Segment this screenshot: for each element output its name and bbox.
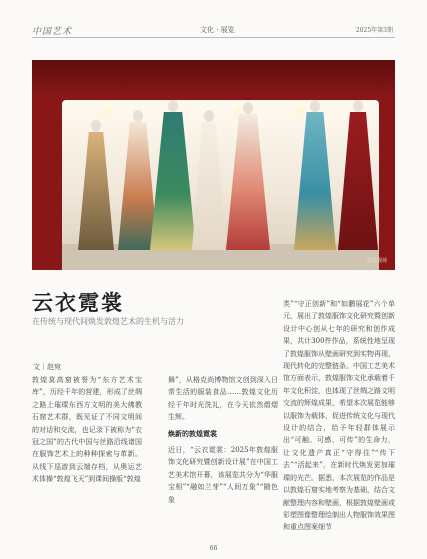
article-subtitle: 在传统与现代间焕发敦煌艺术的生机与活力	[32, 317, 184, 326]
article-title: 云衣霓裳	[32, 290, 124, 315]
mannequin-costume	[294, 100, 336, 250]
mannequin-costume	[192, 110, 226, 250]
mannequin-costume	[150, 100, 196, 250]
mannequin-costume	[226, 102, 270, 250]
exhibition-photo	[32, 60, 395, 270]
section-heading: 焕新的敦煌霓裳	[168, 428, 217, 438]
paragraph: 舞”，从格克尚博物馆文创到深入日常生活的服装食品……敦煌文化历经千年时光洗礼，在今天依然熠熠生辉。	[168, 376, 278, 422]
header-logo: 中国艺术	[32, 27, 73, 37]
body-column-1	[32, 374, 142, 544]
body-column-2	[168, 374, 278, 544]
photo-ceiling	[32, 60, 395, 98]
paragraph: 近日，“云衣霓裳：2025年敦煌服饰文化研究暨创新设计展”在中国工艺美术馆开幕，该展览共分为“华服宝相”“融如兰芽”“人间万象”“随色象	[168, 446, 278, 504]
article-byline: 文｜赵宛	[33, 363, 61, 371]
photo-caption: 展览现场	[366, 258, 387, 264]
mannequin-costume	[338, 100, 378, 250]
body-column-3	[283, 298, 395, 550]
page-number: 66	[209, 545, 218, 552]
paragraph: 类”“守正创新”和“如鹏展花”六个单元，展出了敦煌服饰文化研究暨创新设计中心创从七年的研究和创作成果，共计300件作品，系统性地呈现了敦煌服饰从壁画研究到实物再现、现代转化的完整链条。中国工艺美术馆方面表示，敦煌服饰文化承载着千年文化积淀，也体现了丝绸之路文明交流的辉煌成果，希望本次展览能够以服饰为载体，促进传统文化与现代设计的结合，给予年轻群体展示出“可触、可感、可传”的生命力，让文化遗产真正“守得住”“传下去”“活起来”，在新时代焕发更加璀璨的光芒。据悉，本次展览的作品是以敦煌石窟实地考察为基础，结合文献整理内容和壁画，根据敦煌壁画或彩塑图像整理绘制出人物服饰效果图和重点图案细节	[283, 300, 395, 532]
spotlight	[104, 108, 110, 114]
header-issue: 2025年第3期	[355, 27, 393, 34]
paragraph: 敦煌莫高窟被誉为“东方艺术宝库”，历经千年的营建，形成了丝绸之路上璀璨东西方文明的美大佛教石窟艺术群，既见证了不同文明间的对话和交流，也记录下被称为“衣冠之国”的古代中国与丝路沿线诸国在服饰艺术上的种种探索与革新。从线下巡游到云端存档，从奥运艺术体操“敦煌飞天”到课间操版“敦煌	[32, 376, 142, 484]
mannequin-costume	[78, 120, 114, 250]
header-section: 文化 · 展览	[200, 26, 235, 34]
header-rule	[32, 37, 395, 38]
